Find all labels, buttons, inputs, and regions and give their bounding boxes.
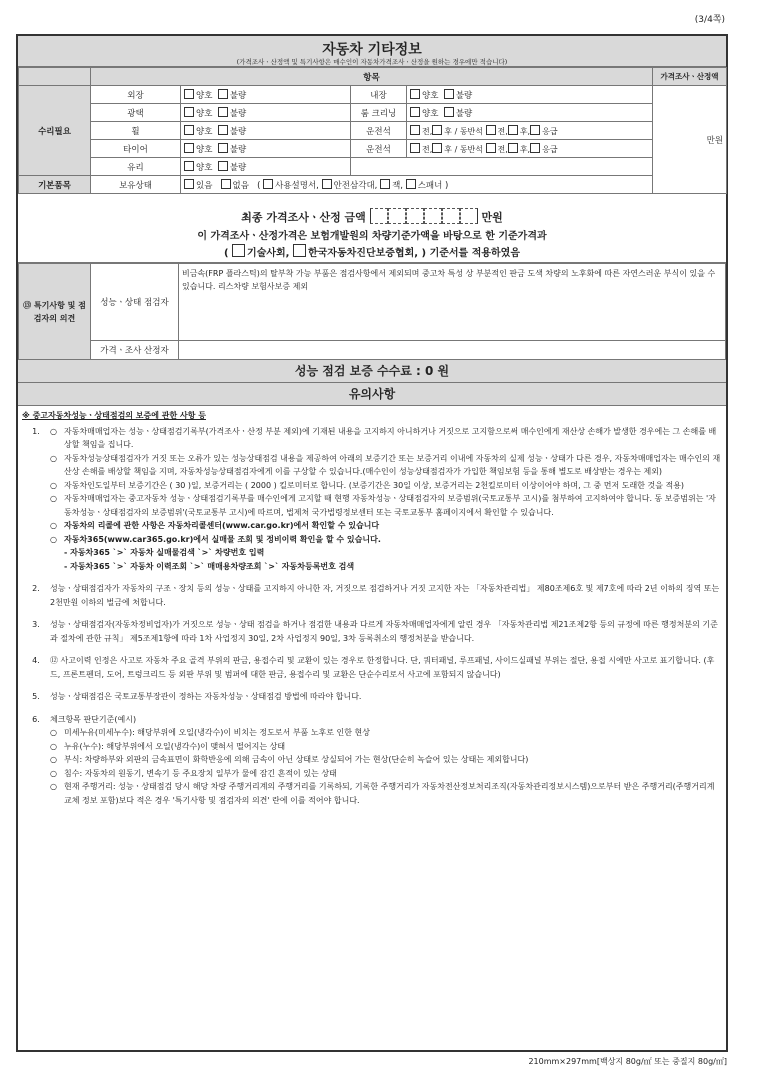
- option-cell[interactable]: 양호 불량: [181, 140, 351, 158]
- appraiser-label: 가격ㆍ조사 산정자: [91, 341, 179, 360]
- row-label: 외장: [91, 86, 181, 104]
- notice-heading: ※ 중고자동차성능ㆍ상태점검의 보증에 관한 사항 등: [22, 411, 206, 420]
- paper-spec: 210mm×297mm[백상지 80g/㎡ 또는 중질지 80g/㎡]: [528, 1057, 727, 1066]
- wheel-options[interactable]: 전, 후 / 동반석 전, 후, 응급: [407, 122, 653, 140]
- option-cell[interactable]: 양호 불량: [181, 86, 351, 104]
- col-price-header: 가격조사ㆍ산정액: [653, 68, 727, 86]
- inspector-opinion[interactable]: 비금속(FRP 플라스틱)의 탈부착 가능 부품은 점검사항에서 제외되며 중고차 특성 상 부분적인 판금 도색 차량의 노후화에 따른 자연스러운 부식이 있을 수 있습니다. 리스차량 보험사보증 제외: [179, 264, 726, 341]
- form-subtitle: (가격조사ㆍ산정액 및 특기사항은 매수인이 자동차가격조사ㆍ산정을 원하는 경우에만 적습니다): [236, 58, 508, 66]
- checkbox[interactable]: [218, 125, 228, 135]
- row-label: 룸 크리닝: [351, 104, 407, 122]
- row-label: 내장: [351, 86, 407, 104]
- option-cell[interactable]: 양호 불량: [181, 104, 351, 122]
- checkbox[interactable]: [184, 107, 194, 117]
- price-digit-box[interactable]: [460, 208, 478, 224]
- checkbox[interactable]: [184, 161, 194, 171]
- special-notes-table: [18, 263, 726, 360]
- checkbox[interactable]: [508, 125, 518, 135]
- checkbox[interactable]: [263, 179, 273, 189]
- row-label: 휠: [91, 122, 181, 140]
- tire-options[interactable]: 전, 후 / 동반석 전, 후, 응급: [407, 140, 653, 158]
- checkbox[interactable]: [293, 244, 306, 257]
- page-number: (3/4쪽): [694, 15, 725, 25]
- option-cell[interactable]: 양호 불량: [407, 104, 653, 122]
- checkbox[interactable]: [184, 143, 194, 153]
- notice-body: [18, 406, 726, 810]
- price-digit-box[interactable]: [370, 208, 388, 224]
- price-digit-box[interactable]: [406, 208, 424, 224]
- checkbox[interactable]: [444, 107, 454, 117]
- row-label: 운전석: [351, 122, 407, 140]
- checkbox[interactable]: [530, 125, 540, 135]
- option-cell[interactable]: 양호 불량: [181, 122, 351, 140]
- form-frame: [16, 34, 728, 1052]
- basic-options[interactable]: 있음 없음 ( 사용설명서, 안전삼각대, 잭, 스패너 ): [181, 176, 653, 194]
- repair-group-label: 수리필요: [19, 86, 91, 176]
- checkbox[interactable]: [530, 143, 540, 153]
- checkbox[interactable]: [380, 179, 390, 189]
- price-digit-box[interactable]: [388, 208, 406, 224]
- special-notes-label: ⑬ 특기사항 및 점검자의 의견: [19, 264, 91, 360]
- checkbox[interactable]: [410, 125, 420, 135]
- checkbox[interactable]: [218, 143, 228, 153]
- checkbox[interactable]: [486, 125, 496, 135]
- basic-group-label: 기본품목: [19, 176, 91, 194]
- row-label: 유리: [91, 158, 181, 176]
- checkbox[interactable]: [221, 179, 231, 189]
- checkbox[interactable]: [232, 244, 245, 257]
- checkbox[interactable]: [410, 107, 420, 117]
- checkbox[interactable]: [410, 89, 420, 99]
- option-cell[interactable]: 양호 불량: [181, 158, 351, 176]
- checkbox[interactable]: [184, 125, 194, 135]
- price-digit-box[interactable]: [442, 208, 460, 224]
- note-item: 4. ⑫ 사고이력 인정은 사고로 자동차 주요 골격 부위의 판금, 용접수리 및 교환이 있는 경우로 한정합니다. 단, 쿼터패널, 루프패널, 사이드실패널 부위는 절단, 용접 시에만 사고로 표기합니다. (후드, 프론트펜더, 도어, 트렁크리드 등 외판 부위 및 범퍼에 대한 판금, 용접수리 및 교환은 단순수리로서 사고에 포함되지 않습니다): [32, 656, 715, 679]
- checkbox[interactable]: [444, 89, 454, 99]
- col-item-header: 항목: [91, 68, 653, 86]
- checkbox[interactable]: [184, 89, 194, 99]
- checkbox[interactable]: [410, 143, 420, 153]
- notice-title: 유의사항: [18, 383, 726, 406]
- note-item: 6. 체크항목 판단기준(예시) ○ 미세누유(미세누수): 해당부위에 오일(냉각수)이 비치는 정도로서 부품 노후로 인한 현상 ○ 누유(누수): 해당부위에서 오일(냉각수)이 맺혀서 떨어지는 상태 ○ 부식: 차량하부와 외판의 금속표면이 화학반응에 의해 금속이 아닌 상태로 상실되어 가는 현상(단순히 녹슬어 있는 상태는 제외합니다) ○ 침수: 자동차의 원동기, 변속기 등 주요장치 일부가 물에 잠긴 흔적이 있는 상태 ○ 현재 주행거리: 성능ㆍ상태점검 당시 해당 차량 주행거리계의 주행거리를 기록하되, 기록한 주행거리가 자동차전산정보처리조직(자동차관리정보시스템)으로부터 받은 주행거리(주행거리계 교체 정보 포함)보다 적은 경우 '특기사항 및 점검자의 의견' 란에 이를 적어야 합니다.: [32, 714, 715, 805]
- checkbox[interactable]: [406, 179, 416, 189]
- checkbox[interactable]: [486, 143, 496, 153]
- checkbox[interactable]: [508, 143, 518, 153]
- price-unit: 만원: [653, 86, 727, 194]
- note-item: 3. 성능ㆍ상태점검자(자동차정비업자)가 거짓으로 성능ㆍ상태 점검을 하거나 점검한 내용과 다르게 자동차매매업자에게 알린 경우 「자동차관리법 제21조제2항 등의 규정에 따른 행정처분의 기준과 절차에 관한 규칙」 제5조제1항에 따라 1차 사업정지 30일, 2차 사업정지 90일, 3차 등록취소의 행정처분을 받습니다.: [32, 620, 718, 643]
- note-item: 1. ○ 자동차매매업자는 성능ㆍ상태점검기록부(가격조사ㆍ산정 부분 제외)에 기재된 내용을 고지하지 아니하거나 거짓으로 고지함으로써 매수인에게 재산상 손해가 발생한 경우에는 그 손해를 배상할 책임을 집니다. ○ 자동차성능상태점검자가 거짓 또는 오류가 있는 성능상태점검 내용을 제공하여 아래의 보증기간 또는 보증거리 이내에 자동차의 실제 성능ㆍ상태가 다른 경우, 자동차매매업자는 매수인의 재산상 손해를 배상할 책임을 지며, 자동차성능상태점검자에게 이를 구상할 수 있습니다.(매수인이 성능상태점검자가 가입한 책임보험 등을 통해 별도로 배상받는 경우는 제외) ○ 자동차인도일부터 보증기간은 ( 30 )일, 보증거리는 ( 2000 ) 킬로미터로 합니다. (보증기간은 30일 이상, 보증거리는 2천킬로미터 이상이어야 하며, 그 중 먼저 도래한 것을 적용) ○ 자동차매매업자는 중고자동차 성능ㆍ상태점검기록부를 매수인에게 고지할 때 현행 자동차성능ㆍ상태점검자의 보증범위(국토교통부 고시)를 첨부하여 고지하여야 합니다. 동 보증범위는 '자동차성능ㆍ상태점검자의 보증범위'(국토교통부 고시)에 따르며, 법제처 국가법령정보센터 또는 국토교통부 홈페이지에서 확인할 수 있습니다. ○ 자동차의 리콜에 관한 사항은 자동차리콜센터(www.car.go.kr)에서 확인할 수 있습니다 ○ 자동차365(www.car365.go.kr)에서 실매물 조회 및 정비이력 확인을 할 수 있습니다. - 자동차365 `>` 자동차 실매물검색 `>` 차량번호 입력 - 자동차365 `>` 자동차 이력조회 `>` 매매용차량조회 `>` 자동차등록번호 검색: [32, 426, 721, 571]
- final-standard-line: ( 기술사회, 한국자동차진단보증협회, ) 기준서를 적용하였음: [18, 244, 726, 259]
- checkbox[interactable]: [184, 179, 194, 189]
- row-label: 광택: [91, 104, 181, 122]
- price-digit-box[interactable]: [424, 208, 442, 224]
- inspector-label: 성능ㆍ상태 점검자: [91, 264, 179, 341]
- checkbox[interactable]: [432, 125, 442, 135]
- final-price-label: 최종 가격조사ㆍ산정 금액: [241, 211, 366, 224]
- checkbox[interactable]: [218, 161, 228, 171]
- note-item: 5. 성능ㆍ상태점검은 국토교통부장관이 정하는 자동차성능ㆍ상태점검 방법에 따라야 합니다.: [32, 692, 362, 701]
- checkbox[interactable]: [432, 143, 442, 153]
- final-price-unit: 만원: [481, 211, 503, 224]
- row-label: 타이어: [91, 140, 181, 158]
- checkbox[interactable]: [322, 179, 332, 189]
- option-cell[interactable]: 양호 불량: [407, 86, 653, 104]
- fee-bar: 성능 점검 보증 수수료 : 0 원: [18, 360, 726, 383]
- row-label: 운전석: [351, 140, 407, 158]
- row-label: 보유상태: [91, 176, 181, 194]
- checkbox[interactable]: [218, 107, 228, 117]
- inspection-table: [18, 67, 727, 194]
- final-price-section: [18, 194, 726, 263]
- appraiser-opinion[interactable]: [179, 341, 726, 360]
- note-item: 2. 성능ㆍ상태점검자가 자동차의 구조ㆍ장치 등의 성능ㆍ상태를 고지하지 아니한 자, 거짓으로 점검하거나 거짓 고지한 자는 「자동차관리법」 제80조제6호 및 제7호에 따라 2년 이하의 징역 또는 2천만원 이하의 벌금에 처합니다.: [32, 584, 720, 607]
- title-bar: [18, 36, 726, 67]
- checkbox[interactable]: [218, 89, 228, 99]
- final-price-note: 이 가격조사ㆍ산정가격은 보험개발원의 차량기준가액을 바탕으로 한 기준가격과: [197, 231, 547, 242]
- form-title: 자동차 기타정보: [322, 42, 422, 58]
